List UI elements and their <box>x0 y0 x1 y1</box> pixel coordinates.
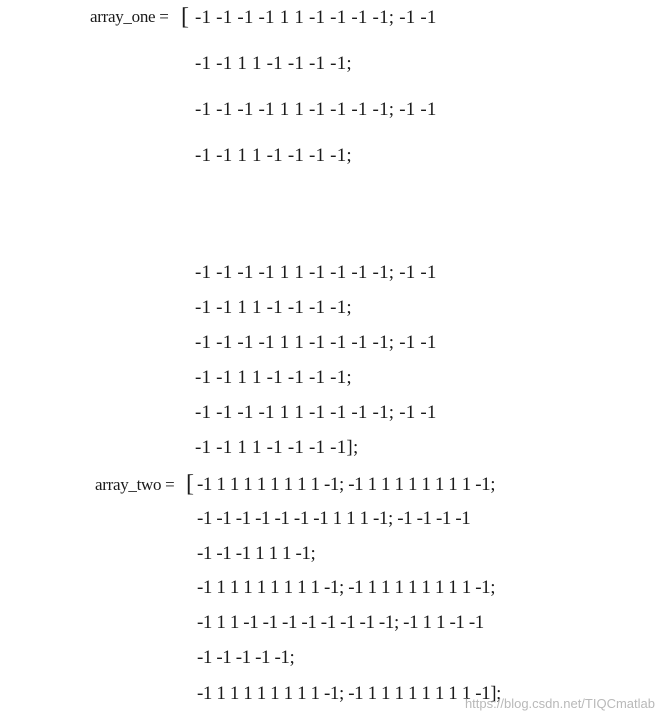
array-two-label: array_two = <box>95 475 175 494</box>
array-two-line-5: -1 1 1 -1 -1 -1 -1 -1 -1 -1 -1; -1 1 1 -1 -1 <box>197 612 484 633</box>
watermark-text: https://blog.csdn.net/TIQCmatlab <box>464 696 655 711</box>
array-one-line-9: -1 -1 -1 -1 1 1 -1 -1 -1 -1; -1 -1 <box>195 402 437 423</box>
array-one-line-1: -1 -1 -1 -1 1 1 -1 -1 -1 -1; -1 -1 <box>195 7 437 28</box>
array-one-line-10: -1 -1 1 1 -1 -1 -1 -1]; <box>195 437 359 458</box>
array-one-line-3: -1 -1 -1 -1 1 1 -1 -1 -1 -1; -1 -1 <box>195 99 437 120</box>
array-one-line-6: -1 -1 1 1 -1 -1 -1 -1; <box>195 297 352 318</box>
array-two-line-1: -1 1 1 1 1 1 1 1 1 -1; -1 1 1 1 1 1 1 1 1 -1; <box>197 474 496 495</box>
array-one-line-8: -1 -1 1 1 -1 -1 -1 -1; <box>195 367 352 388</box>
array-two-line-7: -1 1 1 1 1 1 1 1 1 -1; -1 1 1 1 1 1 1 1 1 -1]; <box>197 683 502 704</box>
array-one-line-7: -1 -1 -1 -1 1 1 -1 -1 -1 -1; -1 -1 <box>195 332 437 353</box>
array-one-line-4: -1 -1 1 1 -1 -1 -1 -1; <box>195 145 352 166</box>
array-one-line-2: -1 -1 1 1 -1 -1 -1 -1; <box>195 53 352 74</box>
array-two-line-2: -1 -1 -1 -1 -1 -1 -1 1 1 1 -1; -1 -1 -1 -1 <box>197 508 471 529</box>
array-two-open-bracket: [ <box>186 471 194 497</box>
array-two-line-6: -1 -1 -1 -1 -1; <box>197 647 295 668</box>
array-one-line-5: -1 -1 -1 -1 1 1 -1 -1 -1 -1; -1 -1 <box>195 262 437 283</box>
array-two-line-4: -1 1 1 1 1 1 1 1 1 -1; -1 1 1 1 1 1 1 1 1 -1; <box>197 577 496 598</box>
array-one-open-bracket: [ <box>181 4 189 30</box>
array-one-label: array_one = <box>90 7 169 26</box>
array-two-line-3: -1 -1 -1 1 1 1 -1; <box>197 543 316 564</box>
